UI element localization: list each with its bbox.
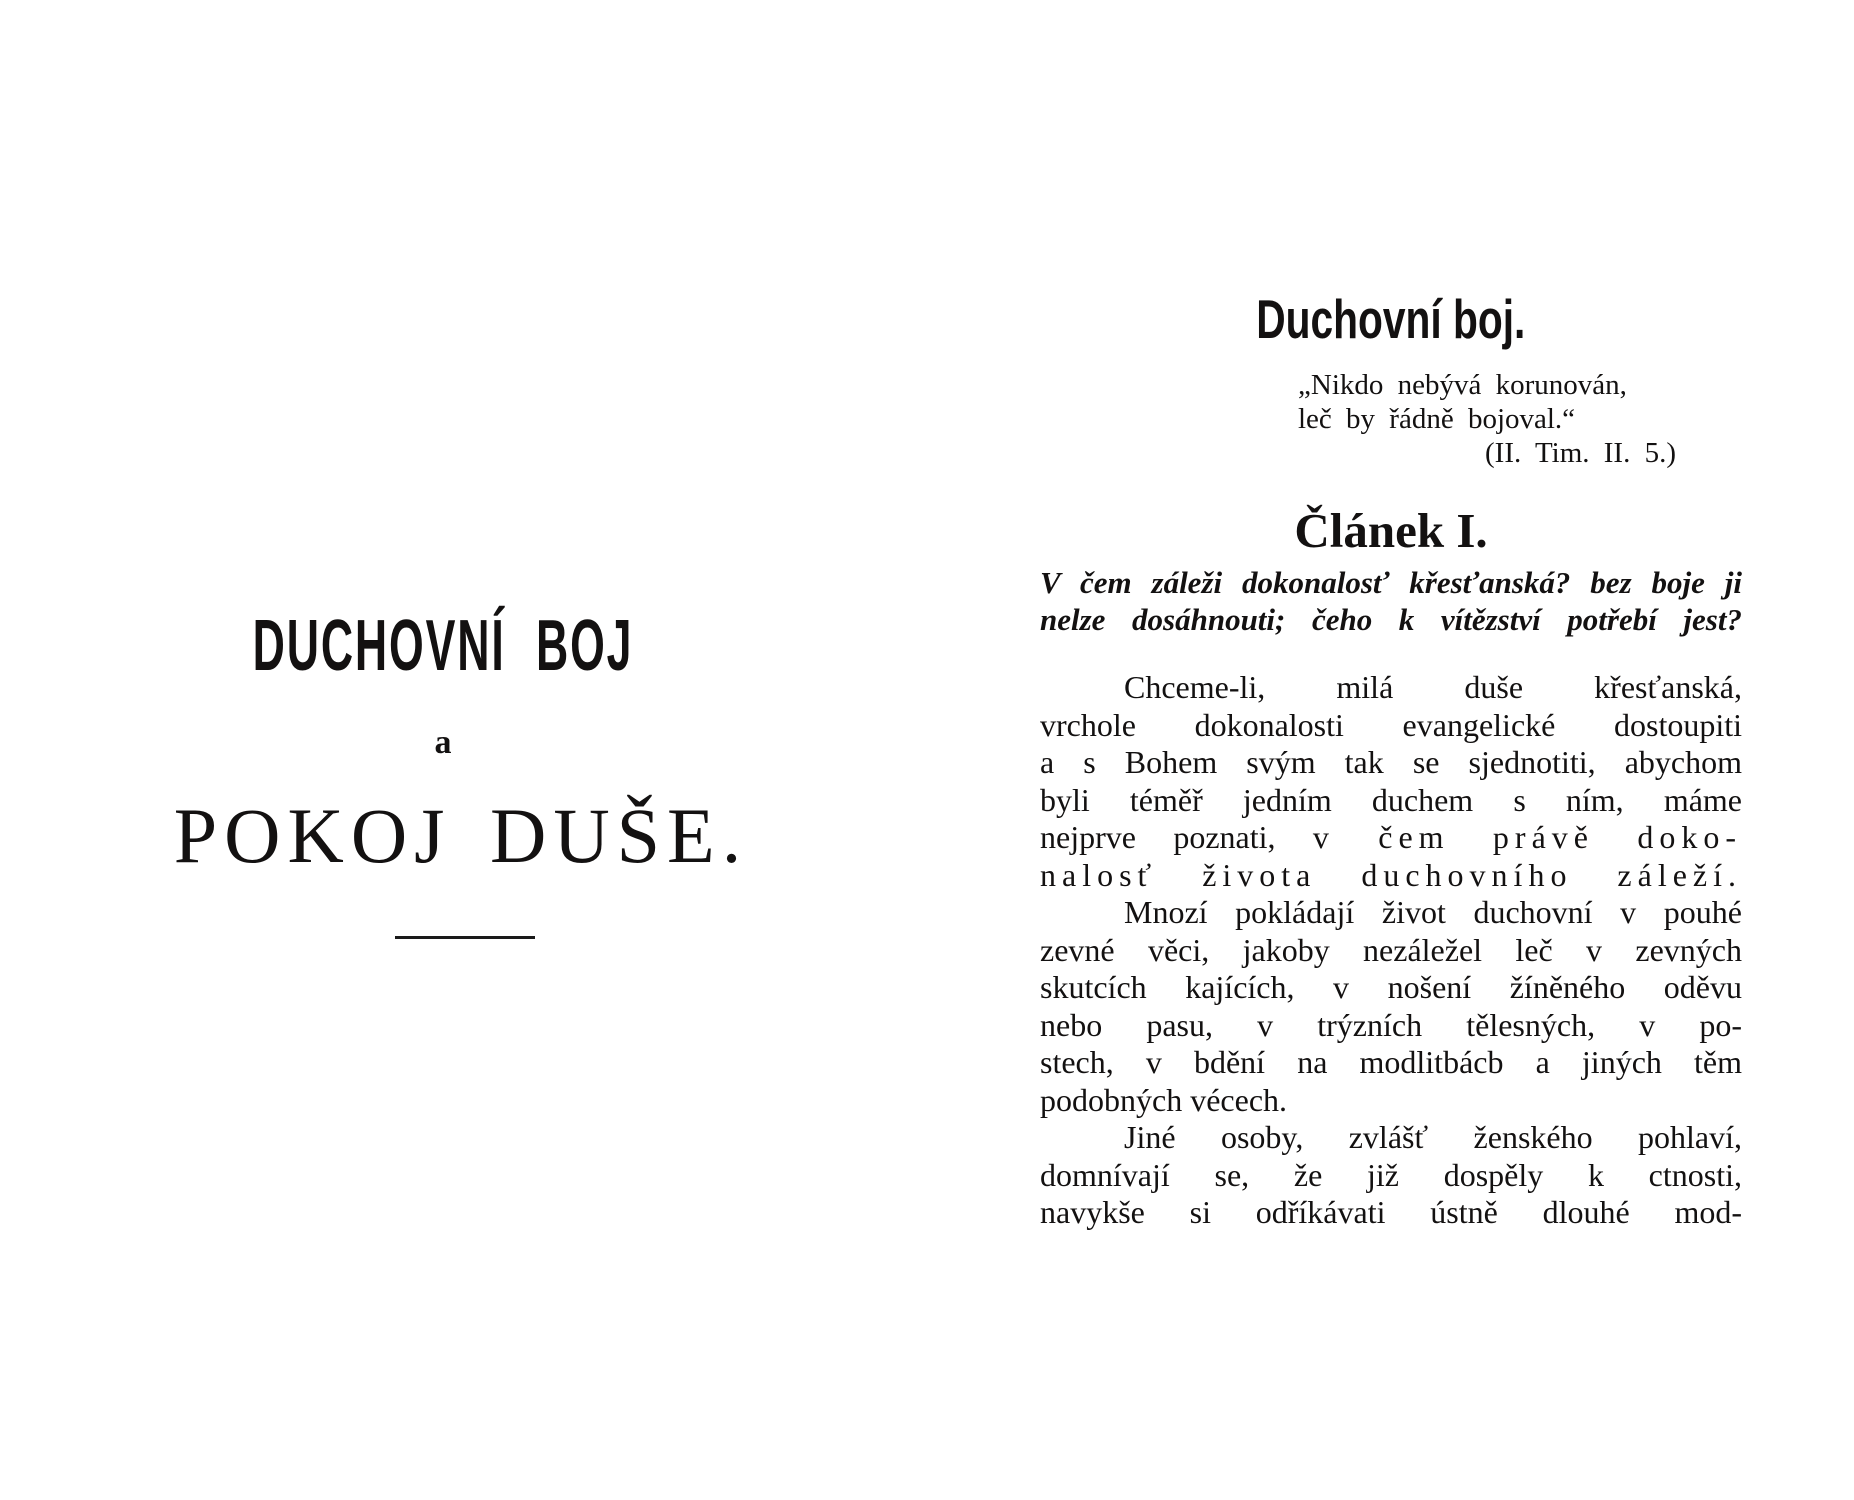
paragraph xyxy=(1040,894,1742,1119)
text-segment: vrchole dokonalosti evangelické dostoupiti xyxy=(1040,706,1742,743)
subtitle-line: nelze dosáhnouti; čeho k vítězství potřebí jest? xyxy=(1040,602,1742,637)
body-line xyxy=(1040,1007,1742,1045)
text-segment: domnívají se, že již dospěly k ctnosti, xyxy=(1040,1156,1742,1193)
text-segment: podobných vécech. xyxy=(1040,1081,1288,1118)
body-line xyxy=(1040,1082,1742,1120)
body-line xyxy=(1040,819,1742,857)
text-segment: nejprve poznati, xyxy=(1040,819,1276,855)
text-segment: stech, v bdění na modlitbácb a jiných těm xyxy=(1040,1044,1742,1080)
paragraph xyxy=(1040,669,1742,894)
text-segment: Jiné osoby, zvlášť ženského pohlaví, xyxy=(1124,1119,1742,1155)
body-line xyxy=(1040,1044,1742,1082)
epigraph xyxy=(1298,368,1684,470)
text-segment: skutcích kajících, v nošení žíněného oděvu xyxy=(1040,969,1742,1005)
body-line xyxy=(1040,857,1742,895)
text-segment: nebo pasu, v trýzních tělesných, v po- xyxy=(1040,1006,1742,1043)
body-line xyxy=(1040,782,1742,820)
text-segment: byli téměř jedním duchem s ním, máme xyxy=(1040,781,1742,818)
article-subtitle xyxy=(1040,564,1742,638)
body-line xyxy=(1040,1119,1742,1157)
text-segment: navykše si odříkávati ústně dlouhé mod- xyxy=(1040,1194,1742,1230)
text-page xyxy=(1040,0,1742,1232)
subtitle-line: V čem záleži dokonalosť křesťanská? bez boje ji xyxy=(1040,565,1742,600)
halftitle-conjunction: a xyxy=(434,724,452,761)
epigraph-line: leč by řádně bojoval.“ xyxy=(1298,403,1576,435)
text-segment: v čem právě doko- xyxy=(1312,819,1743,855)
chapter-title xyxy=(1040,288,1742,350)
text-segment: a s Bohem svým tak se sjednotiti, abychom xyxy=(1040,744,1742,780)
body-line xyxy=(1040,707,1742,745)
body-line xyxy=(1040,1194,1742,1232)
epigraph-citation: (II. Tim. II. 5.) xyxy=(1485,437,1676,469)
epigraph-lines xyxy=(1298,368,1684,436)
body-line xyxy=(1040,669,1742,707)
chapter-title-text: Duchovní boj. xyxy=(1256,288,1526,350)
body-line xyxy=(1040,1157,1742,1195)
text-segment: Chceme-li, milá duše křesťanská, xyxy=(1124,669,1742,705)
body-text xyxy=(1040,669,1742,1232)
paragraph xyxy=(1040,1119,1742,1232)
text-segment: zevné věci, jakoby nezáležel leč v zevných xyxy=(1040,931,1742,968)
text-segment: Mnozí pokládají život duchovní v pouhé xyxy=(1124,894,1742,930)
body-line xyxy=(1040,969,1742,1007)
article-heading: Článek I. xyxy=(1294,503,1488,558)
body-line xyxy=(1040,894,1742,932)
text-segment: nalosť života duchovního záleží. xyxy=(1040,856,1742,893)
ornament-rule xyxy=(395,936,535,939)
body-line xyxy=(1040,744,1742,782)
halftitle-subtitle: POKOJ DUŠE. xyxy=(173,792,749,879)
epigraph-line: „Nikdo nebývá korunován, xyxy=(1298,369,1627,401)
body-line xyxy=(1040,932,1742,970)
halftitle-main: DUCHOVNÍ BOJ xyxy=(252,606,634,686)
